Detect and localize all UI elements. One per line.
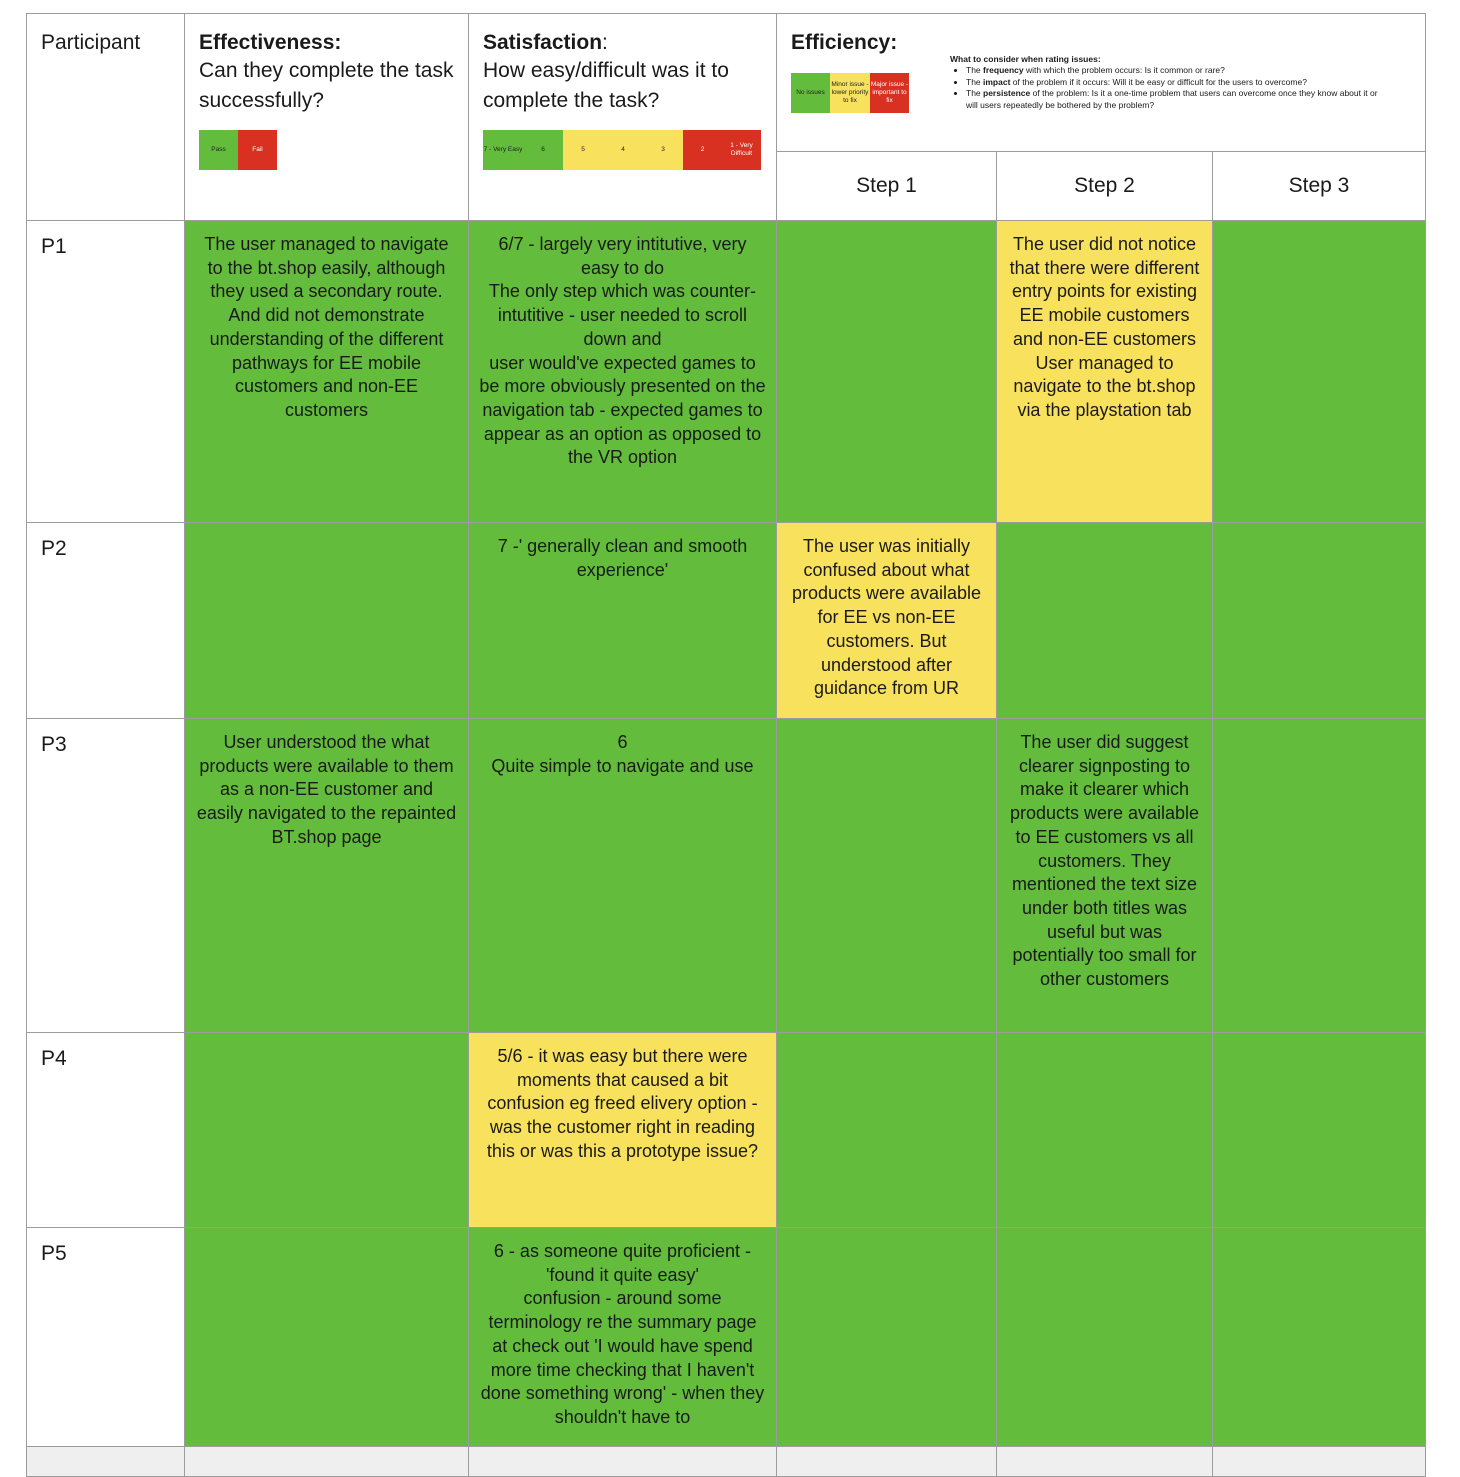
header-participant: [26, 13, 185, 221]
p3-step-2: The user did suggest clearer signposting to make it clearer which products were available to EE customers vs all customers. They mentioned the text size under both titles was useful but was potentially too small for other customers: [997, 719, 1213, 1033]
p1-satisfaction: 6/7 - largely very intitutive, very easy to do The only step which was counter-intutitive - user needed to scroll down and user would've expected games to be more obviously presented on the navigation tab - expected games to appear as an option as opposed to the VR option: [469, 221, 777, 523]
p2-effectiveness: [185, 523, 469, 719]
header-effectiveness: [185, 13, 469, 221]
p4-step-3: [1213, 1033, 1426, 1228]
p4-satisfaction: 5/6 - it was easy but there were moments that caused a bit confusion eg freed elivery option - was the customer right in reading this or was this a prototype issue?: [469, 1033, 777, 1228]
satisfaction-scale: [483, 130, 761, 170]
scale-pass: Pass: [199, 130, 238, 170]
scale-3: 3: [643, 130, 683, 170]
p3-satisfaction: 6 Quite simple to navigate and use: [469, 719, 777, 1033]
footer-row-cell: [185, 1447, 469, 1477]
effectiveness-question: Can they complete the task successfully?: [199, 59, 454, 112]
scale-5: 5: [563, 130, 603, 170]
satisfaction-question: How easy/difficult was it to complete the task?: [483, 59, 729, 112]
participant-p5: P5: [26, 1228, 185, 1447]
p3-step-1: [777, 719, 997, 1033]
satisfaction-colon: :: [602, 31, 608, 54]
scale-fail: Fail: [238, 130, 277, 170]
legend-no-issues: No issues: [791, 73, 830, 113]
rating-notes-title: What to consider when rating issues:: [950, 54, 1101, 64]
scale-7: 7 - Very Easy: [483, 130, 523, 170]
p2-step-2: [997, 523, 1213, 719]
legend-minor-issue: Minor issue - lower priority to fix: [830, 73, 870, 113]
scale-4: 4: [603, 130, 643, 170]
footer-row-cell: [469, 1447, 777, 1477]
participant-p4: P4: [26, 1033, 185, 1228]
p3-step-3: [1213, 719, 1426, 1033]
header-satisfaction: [469, 13, 777, 221]
p1-step-3: [1213, 221, 1426, 523]
effectiveness-title: Effectiveness:: [199, 31, 342, 54]
p5-effectiveness: [185, 1228, 469, 1447]
note-frequency: • The frequency with which the problem occurs: Is it common or rare?: [966, 65, 1390, 77]
p1-step-2: The user did not notice that there were different entry points for existing EE mobile customers and non-EE customers User managed to navigate to the bt.shop via the playstation tab: [997, 221, 1213, 523]
rating-notes: [950, 54, 1390, 111]
p5-satisfaction: 6 - as someone quite proficient - 'found it quite easy' confusion - around some terminology re the summary page at check out 'I would have spend more time checking that I haven't done something wrong' - when they shouldn't have to: [469, 1228, 777, 1447]
efficiency-title: Efficiency:: [791, 31, 898, 54]
effectiveness-scale: [199, 130, 277, 170]
participant-p3: P3: [26, 719, 185, 1033]
p2-satisfaction: 7 -' generally clean and smooth experience': [469, 523, 777, 719]
p4-effectiveness: [185, 1033, 469, 1228]
p4-step-1: [777, 1033, 997, 1228]
efficiency-legend: [791, 73, 909, 113]
satisfaction-title: Satisfaction: [483, 31, 603, 54]
footer-row-cell: [777, 1447, 997, 1477]
footer-row-cell: [26, 1447, 185, 1477]
header-efficiency: [777, 13, 1426, 152]
legend-major-issue: Major issue - important to fix: [870, 73, 909, 113]
scale-1: 1 - Very Difficult: [722, 130, 761, 170]
p3-effectiveness: User understood the what products were available to them as a non-EE customer and easily navigated to the repainted BT.shop page: [185, 719, 469, 1033]
header-step-3: Step 3: [1213, 152, 1426, 221]
scale-6: 6: [523, 130, 563, 170]
header-step-2: Step 2: [997, 152, 1213, 221]
participant-heading: Participant: [41, 31, 141, 54]
note-persistence: • The persistence of the problem: Is it a one-time problem that users can overcome once they know about it or will users repeatedly be bothered by the problem?: [966, 88, 1390, 111]
p2-step-1: The user was initially confused about what products were available for EE vs non-EE customers. But understood after guidance from UR: [777, 523, 997, 719]
p2-step-3: [1213, 523, 1426, 719]
p1-step-1: [777, 221, 997, 523]
scale-2: 2: [683, 130, 722, 170]
p4-step-2: [997, 1033, 1213, 1228]
participant-p1: P1: [26, 221, 185, 523]
p5-step-2: [997, 1228, 1213, 1447]
p5-step-3: [1213, 1228, 1426, 1447]
participant-p2: P2: [26, 523, 185, 719]
footer-row-cell: [1213, 1447, 1426, 1477]
note-impact: • The impact of the problem if it occurs: Will it be easy or difficult for the users to overcome?: [966, 77, 1390, 89]
p5-step-1: [777, 1228, 997, 1447]
p1-effectiveness: The user managed to navigate to the bt.shop easily, although they used a secondary route. And did not demonstrate understanding of the different pathways for EE mobile customers and non-EE customers: [185, 221, 469, 523]
footer-row-cell: [997, 1447, 1213, 1477]
header-step-1: Step 1: [777, 152, 997, 221]
